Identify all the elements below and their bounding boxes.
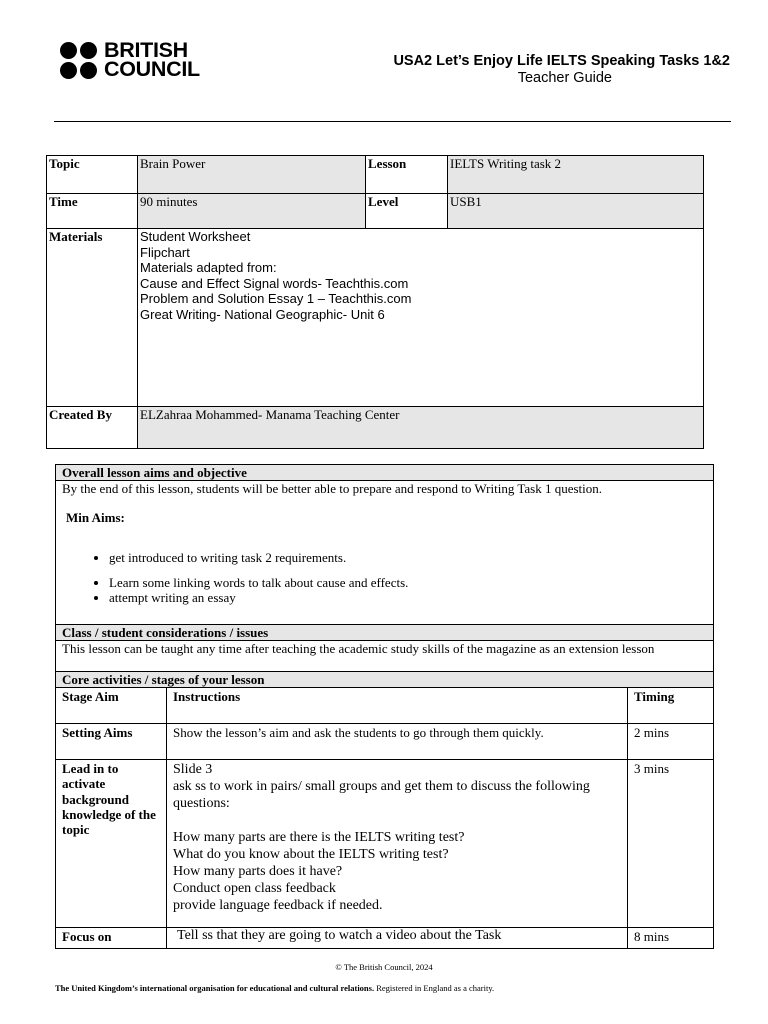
considerations-text: This lesson can be taught any time after teaching the academic study skills of the magazine as an extension lesson	[56, 641, 714, 672]
stage-cell: Focus on	[56, 928, 167, 949]
title: USA2 Let’s Enjoy Life IELTS Speaking Tasks 1&2	[393, 53, 730, 69]
instruction-line: ask ss to work in pairs/ small groups and get them to discuss the following questions:	[173, 779, 590, 811]
subtitle: Teacher Guide	[517, 70, 612, 86]
materials-item: Flipchart	[140, 244, 190, 260]
aims-section	[56, 481, 714, 625]
instruction-line: provide language feedback if needed.	[173, 898, 383, 913]
topic-label: Topic	[47, 156, 138, 194]
logo-wordmark: BRITISH COUNCIL	[104, 38, 200, 81]
lesson-label: Lesson	[366, 156, 448, 194]
materials-item: Problem and Solution Essay 1 – Teachthis.com	[140, 291, 412, 307]
timing-cell: 8 mins	[628, 928, 714, 949]
instruction-blank	[173, 812, 621, 829]
footer-org-bold: The United Kingdom’s international organisation for educational and cultural relations.	[55, 983, 375, 993]
footer-org-normal: Registered in England as a charity.	[374, 983, 495, 993]
materials-list	[138, 229, 704, 407]
time-value: 90 minutes	[138, 194, 366, 229]
considerations-heading: Class / student considerations / issues	[56, 625, 714, 641]
logo-dots-icon	[60, 42, 97, 79]
header-divider	[54, 121, 731, 122]
timing-cell: 2 mins	[628, 724, 714, 760]
min-aims-label: Min Aims:	[66, 510, 125, 525]
materials-item: Materials adapted from:	[140, 260, 277, 276]
table-row	[56, 724, 714, 760]
british-council-logo	[60, 38, 200, 81]
aims-list-item: • Learn some linking words to talk about cause and effects.	[109, 575, 707, 590]
materials-label: Materials	[47, 229, 138, 407]
col-header-instructions: Instructions	[167, 688, 628, 724]
stage-cell: Lead in to activate background knowledge of the topic	[56, 760, 167, 928]
aims-list-item: • get introduced to writing task 2 requirements.	[109, 550, 707, 565]
lesson-value: IELTS Writing task 2	[448, 156, 704, 194]
footer-copyright: © The British Council, 2024	[335, 962, 433, 972]
lesson-plan-table	[55, 464, 714, 949]
instruction-line: Slide 3	[173, 762, 213, 777]
col-header-stage: Stage Aim	[56, 688, 167, 724]
materials-item: Cause and Effect Signal words- Teachthis.com	[140, 275, 409, 291]
aims-list-item: • attempt writing an essay	[109, 590, 707, 605]
created-by-label: Created By	[47, 407, 138, 449]
materials-item: Great Writing- National Geographic- Unit 6	[140, 306, 385, 322]
topic-value: Brain Power	[138, 156, 366, 194]
level-label: Level	[366, 194, 448, 229]
aims-intro: By the end of this lesson, students will be better able to prepare and respond to Writing Task 1 question.	[62, 481, 603, 496]
instruction-line: Conduct open class feedback	[173, 881, 336, 896]
instruction-line: How many parts are there is the IELTS writing test?	[173, 830, 465, 845]
instructions-cell: Show the lesson’s aim and ask the students to go through them quickly.	[167, 724, 628, 760]
lesson-info-table	[46, 155, 704, 449]
footer-organisation	[55, 983, 494, 993]
aims-list	[62, 550, 707, 605]
created-by-value: ELZahraa Mohammed- Manama Teaching Center	[138, 407, 704, 449]
aims-heading: Overall lesson aims and objective	[56, 465, 714, 481]
instruction-line: How many parts does it have?	[173, 864, 343, 879]
document-title	[393, 52, 730, 87]
instruction-line: What do you know about the IELTS writing test?	[173, 847, 449, 862]
core-activities-heading: Core activities / stages of your lesson	[56, 672, 714, 688]
stage-cell: Setting Aims	[56, 724, 167, 760]
timing-cell: 3 mins	[628, 760, 714, 928]
table-row	[56, 928, 714, 949]
instructions-cell	[167, 760, 628, 928]
table-row	[56, 760, 714, 928]
materials-item: Student Worksheet	[140, 229, 251, 244]
level-value: USB1	[448, 194, 704, 229]
time-label: Time	[47, 194, 138, 229]
col-header-timing: Timing	[628, 688, 714, 724]
instructions-cell: Tell ss that they are going to watch a video about the Task	[167, 928, 628, 949]
